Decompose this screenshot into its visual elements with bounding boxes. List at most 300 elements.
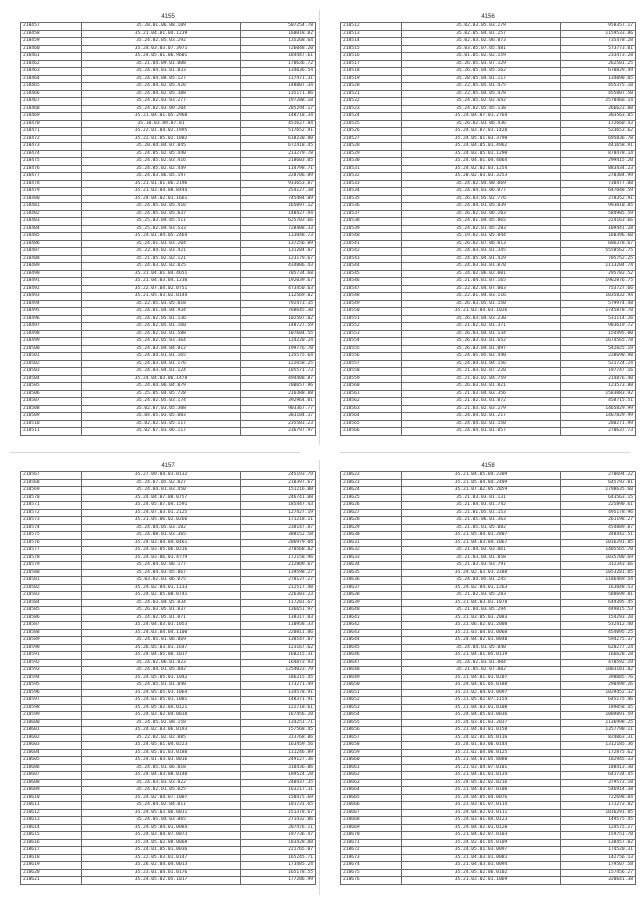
parcel-id-cell: 218553 xyxy=(341,330,402,338)
table-row xyxy=(21,278,316,286)
table-row xyxy=(341,75,636,83)
panel-title: 4156 xyxy=(481,14,495,20)
value-cell: 189058.45 xyxy=(561,704,636,712)
table-row xyxy=(341,38,636,46)
table-row xyxy=(21,300,316,308)
code-cell: 35.24.04.01.04.4064 xyxy=(401,158,560,166)
parcel-id-cell: 218497 xyxy=(21,323,82,331)
parcel-id-cell: 218669 xyxy=(341,824,402,832)
code-cell: 35.24.04.06.04.079 xyxy=(81,383,240,391)
code-cell: 35.24.02.05.08.0741 xyxy=(81,592,240,600)
parcel-id-cell: 218526 xyxy=(341,128,402,136)
parcel-id-cell: 218639 xyxy=(341,599,402,607)
parcel-id-cell: 218623 xyxy=(341,479,402,487)
parcel-id-cell: 218460 xyxy=(21,45,82,53)
table-row xyxy=(21,592,316,600)
code-cell: 35.21.03.03.01.131 xyxy=(401,494,560,502)
code-cell: 35.26.03.04.01.134 xyxy=(401,330,560,338)
table-row xyxy=(341,652,636,660)
code-cell: 35.21.03.04.01.858 xyxy=(401,554,560,562)
parcel-id-cell: 218547 xyxy=(341,285,402,293)
parcel-id-cell: 218492 xyxy=(21,285,82,293)
parcel-id-cell: 218462 xyxy=(21,60,82,68)
value-cell: 197208.18 xyxy=(241,98,316,106)
code-cell: 35.21.05.02.02.121 xyxy=(81,255,240,263)
value-cell: 1113204.74 xyxy=(561,263,636,271)
value-cell: 441658.91 xyxy=(561,143,636,151)
parcel-id-cell: 218572 xyxy=(21,509,82,517)
table-row xyxy=(341,742,636,750)
code-cell: 35.24.04.03.01.033 xyxy=(81,68,240,76)
code-cell: 35.22.05.03.05.018 xyxy=(81,300,240,308)
value-cell: 137256.09 xyxy=(241,240,316,248)
value-cell: 308152.58 xyxy=(241,532,316,540)
value-cell: 134036.54 xyxy=(241,68,316,76)
value-cell: 753727.66 xyxy=(561,285,636,293)
parcel-id-cell: 218504 xyxy=(21,375,82,383)
code-cell: 35.21.01.01.06.2196 xyxy=(81,180,240,188)
parcel-id-cell: 218570 xyxy=(21,494,82,502)
code-cell: 35.24.04.02.01.150 xyxy=(401,420,560,428)
parcel-id-cell: 218480 xyxy=(21,195,82,203)
code-cell: 35.24.04.01.05.039 xyxy=(401,203,560,211)
parcel-id-cell: 218541 xyxy=(341,240,402,248)
code-cell: 35.02.05.04.01.257 xyxy=(401,30,560,38)
parcel-id-cell: 218542 xyxy=(341,248,402,256)
parcel-id-cell: 218483 xyxy=(21,218,82,226)
value-cell: 792473.35 xyxy=(241,300,316,308)
table-row xyxy=(21,180,316,188)
value-cell: 730477.08 xyxy=(561,180,636,188)
parcel-id-cell: 218538 xyxy=(341,218,402,226)
parcel-id-cell: 218645 xyxy=(341,644,402,652)
code-cell: 35.21.04.01.04.1239 xyxy=(81,30,240,38)
parcel-id-cell: 218474 xyxy=(21,150,82,158)
value-cell: 171218.11 xyxy=(241,517,316,525)
table-row xyxy=(21,764,316,772)
value-cell: 594275.37 xyxy=(561,637,636,645)
table-row xyxy=(341,143,636,151)
table-row xyxy=(341,659,636,667)
value-cell: 123573.80 xyxy=(561,383,636,391)
code-cell: 35.24.03.03.07.3971 xyxy=(81,45,240,53)
code-cell: 35.21.05.06.01.363 xyxy=(401,517,560,525)
value-cell: 531114.26 xyxy=(561,315,636,323)
value-cell: 157568.45 xyxy=(241,727,316,735)
parcel-id-cell: 218514 xyxy=(341,38,402,46)
code-cell: 35.21.05.04.04.2409 xyxy=(401,479,560,487)
table-row xyxy=(341,479,636,487)
value-cell: 1465829.99 xyxy=(561,405,636,413)
value-cell: 1467829.99 xyxy=(561,413,636,421)
parcel-id-cell: 218501 xyxy=(21,353,82,361)
table-row xyxy=(341,368,636,376)
value-cell: 123167.62 xyxy=(241,644,316,652)
code-cell: 35.24.04.02.01.0111 xyxy=(401,809,560,817)
code-cell: 35.21.04.03.01.0158 xyxy=(401,727,560,735)
code-cell: 35.24.05.03.05.037 xyxy=(81,210,240,218)
code-cell: 35.22.07.04.02.0751 xyxy=(81,285,240,293)
value-cell: 455807.50 xyxy=(561,90,636,98)
parcel-id-cell: 218626 xyxy=(341,502,402,510)
value-cell: 154293.20 xyxy=(561,614,636,622)
code-cell: 35.24.05.01.06.069 xyxy=(81,637,240,645)
code-cell: 35.21.03.04.01.0068 xyxy=(401,629,560,637)
parcel-id-cell: 218620 xyxy=(21,869,82,877)
code-cell: 35.24.04.01.05.040 xyxy=(401,644,560,652)
parcel-id-cell: 218457 xyxy=(21,23,82,31)
code-cell: 35.22.01.04.03.116 xyxy=(401,293,560,301)
value-cell: 398085.76 xyxy=(561,674,636,682)
parcel-id-cell: 218511 xyxy=(21,428,82,436)
value-cell: 240437.35 xyxy=(241,779,316,787)
table-row xyxy=(341,607,636,615)
value-cell: 735478.28 xyxy=(561,38,636,46)
table-row xyxy=(341,734,636,742)
table-row xyxy=(341,599,636,607)
parcel-id-cell: 218493 xyxy=(21,293,82,301)
table-row xyxy=(21,308,316,316)
code-cell: 35.24.05.01.01.040 xyxy=(81,682,240,690)
table-row xyxy=(21,398,316,406)
table-row xyxy=(341,218,636,226)
parcel-id-cell: 218615 xyxy=(21,832,82,840)
table-row xyxy=(21,719,316,727)
value-cell: 233473.28 xyxy=(561,53,636,61)
parcel-id-cell: 218530 xyxy=(341,158,402,166)
parcel-id-cell: 218658 xyxy=(341,742,402,750)
value-cell: 370568.82 xyxy=(241,547,316,555)
parcel-id-cell: 218529 xyxy=(341,150,402,158)
table-row xyxy=(21,420,316,428)
value-cell: 117471.31 xyxy=(241,75,316,83)
table-row xyxy=(21,128,316,136)
value-cell: 249127.36 xyxy=(241,757,316,765)
value-cell: 189524.28 xyxy=(241,772,316,780)
value-cell: 183428.08 xyxy=(241,839,316,847)
parcel-id-cell: 218545 xyxy=(341,270,402,278)
value-cell: 157456.27 xyxy=(561,869,636,877)
table-row xyxy=(21,622,316,630)
code-cell: 35.21.04.03.01.0094 xyxy=(401,862,560,870)
table-row xyxy=(21,547,316,555)
parcel-id-cell: 218539 xyxy=(341,225,402,233)
value-cell: 138457.82 xyxy=(561,839,636,847)
table-row xyxy=(21,772,316,780)
value-cell: 542825.19 xyxy=(561,345,636,353)
code-cell: 35.21.05.06.02.0266 xyxy=(81,517,240,525)
code-cell: 35.21.03.03.03.791 xyxy=(401,562,560,570)
value-cell: 212517.48 xyxy=(241,584,316,592)
value-cell: 135268.64 xyxy=(241,38,316,46)
table-row xyxy=(341,120,636,128)
value-cell: 228690.98 xyxy=(561,353,636,361)
table-row xyxy=(21,203,316,211)
value-cell: 199776.70 xyxy=(241,345,316,353)
parcel-id-cell: 218544 xyxy=(341,263,402,271)
code-cell: 35.21.02.02.01.371 xyxy=(401,323,560,331)
table-row xyxy=(21,345,316,353)
parcel-id-cell: 218484 xyxy=(21,225,82,233)
code-cell: 35.24.04.05.06.1017 xyxy=(81,652,240,660)
parcel-id-cell: 218653 xyxy=(341,704,402,712)
table-row xyxy=(21,405,316,413)
code-cell: 35.02.07.03.06.117 xyxy=(81,428,240,436)
code-cell: 35.24.05.05.02.440 xyxy=(401,353,560,361)
table-row xyxy=(341,472,636,480)
table-row xyxy=(341,704,636,712)
code-cell: 35.04.05.03.05.003 xyxy=(81,413,240,421)
parcel-id-cell: 218670 xyxy=(341,832,402,840)
code-cell: 35.21.05.02.07.002 xyxy=(401,667,560,675)
value-cell: 1016291.85 xyxy=(561,809,636,817)
value-cell: 160018.02 xyxy=(241,30,316,38)
value-cell: 218603.05 xyxy=(241,158,316,166)
value-cell: 290499.26 xyxy=(561,682,636,690)
table-row xyxy=(21,847,316,855)
parcel-id-cell: 218641 xyxy=(341,614,402,622)
parcel-id-cell: 218525 xyxy=(341,120,402,128)
table-row xyxy=(341,23,636,31)
parcel-id-cell: 218523 xyxy=(341,105,402,113)
value-cell: 134578.91 xyxy=(241,689,316,697)
parcel-id-cell: 218516 xyxy=(341,53,402,61)
column-divider-bottom xyxy=(319,460,320,895)
code-cell: 35.21.06.02.01.2008 xyxy=(401,622,560,630)
parcel-id-cell: 218628 xyxy=(341,517,402,525)
code-cell: 35.24.04.03.06.077 xyxy=(401,188,560,196)
table-row xyxy=(21,697,316,705)
value-cell: 705752.25 xyxy=(561,255,636,263)
value-cell: 625703.66 xyxy=(241,218,316,226)
value-cell: 185447.43 xyxy=(241,502,316,510)
table-row xyxy=(21,689,316,697)
table-row xyxy=(21,832,316,840)
table-panel-bottom-right xyxy=(340,462,636,885)
parcel-id-cell: 218648 xyxy=(341,667,402,675)
table-row xyxy=(341,787,636,795)
table-row xyxy=(21,75,316,83)
value-cell: 606378.67 xyxy=(561,240,636,248)
table-row xyxy=(341,105,636,113)
table-row xyxy=(21,817,316,825)
code-cell: 35.21.04.03.01.0081 xyxy=(401,854,560,862)
parcel-id-cell: 218579 xyxy=(21,562,82,570)
code-cell: 35.24.02.06.01.023 xyxy=(81,659,240,667)
table-row xyxy=(21,375,316,383)
table-row xyxy=(21,225,316,233)
value-cell: 449815.53 xyxy=(561,607,636,615)
code-cell: 35.21.04.02.07.0103 xyxy=(401,832,560,840)
code-cell: 35.24.08.01.03.365 xyxy=(81,532,240,540)
value-cell: 123179.67 xyxy=(241,255,316,263)
value-cell: 451627.84 xyxy=(241,120,316,128)
value-cell: 434806.43 xyxy=(241,263,316,271)
code-cell: 35.24.02.03.01.588 xyxy=(81,330,240,338)
value-cell: 160396.60 xyxy=(561,233,636,241)
table-row xyxy=(341,682,636,690)
parcel-id-cell: 218665 xyxy=(341,794,402,802)
table-row xyxy=(341,150,636,158)
value-cell: 135171.86 xyxy=(241,90,316,98)
code-cell: 35.21.04.03.07.0100 xyxy=(401,787,560,795)
table-row xyxy=(341,712,636,720)
parcel-id-cell: 218627 xyxy=(341,509,402,517)
table-row xyxy=(21,877,316,885)
parcel-id-cell: 218461 xyxy=(21,53,82,61)
table-row xyxy=(341,524,636,532)
parcel-id-cell: 218496 xyxy=(21,315,82,323)
table-row xyxy=(341,30,636,38)
parcel-id-cell: 218652 xyxy=(341,697,402,705)
table-row xyxy=(21,143,316,151)
value-cell: 1186469.54 xyxy=(561,577,636,585)
value-cell: 163217.31 xyxy=(241,787,316,795)
code-cell: 35.24.04.05.04.0076 xyxy=(401,794,560,802)
table-row xyxy=(21,569,316,577)
value-cell: 235503.23 xyxy=(241,420,316,428)
table-row xyxy=(341,413,636,421)
table-panel-top-left xyxy=(20,13,316,436)
value-cell: 270637.73 xyxy=(561,428,636,436)
value-cell: 645175.46 xyxy=(561,697,636,705)
parcel-id-cell: 218625 xyxy=(341,494,402,502)
parcel-id-cell: 218590 xyxy=(21,644,82,652)
value-cell: 170636.72 xyxy=(241,60,316,68)
parcel-id-cell: 218507 xyxy=(21,398,82,406)
value-cell: 1674565.78 xyxy=(561,338,636,346)
table-row xyxy=(21,802,316,810)
parcel-id-cell: 218640 xyxy=(341,607,402,615)
table-row xyxy=(341,405,636,413)
table-row xyxy=(341,839,636,847)
value-cell: 1962876.75 xyxy=(561,278,636,286)
code-cell: 35.24.04.05.01.4962 xyxy=(401,143,560,151)
parcel-id-cell: 218466 xyxy=(21,90,82,98)
parcel-id-cell: 218513 xyxy=(341,30,402,38)
code-cell: 35.24.04.02.06.177 xyxy=(81,562,240,570)
table-row xyxy=(341,270,636,278)
code-cell: 35.24.05.01.03.0097 xyxy=(401,847,560,855)
code-cell: 35.22.01.04.02.1995 xyxy=(81,128,240,136)
table-row xyxy=(341,53,636,61)
table-row xyxy=(21,742,316,750)
parcel-id-cell: 218659 xyxy=(341,749,402,757)
code-cell: 35.24.01.04.04.934 xyxy=(81,308,240,316)
table-row xyxy=(341,398,636,406)
value-cell: 109441.28 xyxy=(561,225,636,233)
code-cell: 35.21.04.03.01.742 xyxy=(401,502,560,510)
parcel-id-cell: 218663 xyxy=(341,779,402,787)
table-row xyxy=(341,809,636,817)
code-cell: 35.24.02.03.09.204 xyxy=(81,105,240,113)
value-cell: 320641.38 xyxy=(561,877,636,885)
table-row xyxy=(341,697,636,705)
parcel-id-cell: 218536 xyxy=(341,203,402,211)
table-row xyxy=(21,98,316,106)
table-row xyxy=(341,877,636,885)
parcel-id-cell: 218467 xyxy=(21,98,82,106)
value-cell: 165097.12 xyxy=(241,203,316,211)
table-row xyxy=(341,494,636,502)
value-cell: 454889.87 xyxy=(561,524,636,532)
value-cell: 670829.49 xyxy=(561,68,636,76)
code-cell: 35.21.04.03.05.294 xyxy=(401,607,560,615)
value-cell: 1357790.11 xyxy=(561,727,636,735)
panel-title: 4157 xyxy=(161,463,175,469)
table-row xyxy=(341,847,636,855)
code-cell: 35.21.02.04.01.0097 xyxy=(401,689,560,697)
table-row xyxy=(341,817,636,825)
code-cell: 35.24.02.03.01.3388 xyxy=(401,569,560,577)
parcel-id-cell: 218575 xyxy=(21,532,82,540)
value-cell: 166628.28 xyxy=(561,652,636,660)
parcel-id-cell: 218664 xyxy=(341,787,402,795)
table-row xyxy=(341,240,636,248)
code-cell: 35.20.01.06.08.109 xyxy=(81,23,240,31)
parcel-id-cell: 218632 xyxy=(341,547,402,555)
parcel-id-cell: 218551 xyxy=(341,315,402,323)
code-cell: 35.24.04.02.05.308 xyxy=(81,90,240,98)
value-cell: 824063.31 xyxy=(561,734,636,742)
code-cell: 35.24.05.02.04.0121 xyxy=(81,704,240,712)
value-cell: 182945.33 xyxy=(561,757,636,765)
parcel-id-cell: 218578 xyxy=(21,554,82,562)
value-cell: 470592.29 xyxy=(561,659,636,667)
value-cell: 192039.67 xyxy=(241,278,316,286)
value-cell: 140427.94 xyxy=(241,210,316,218)
table-row xyxy=(21,614,316,622)
code-cell: 35.24.03.07.01.1428 xyxy=(401,128,560,136)
parcel-id-cell: 218494 xyxy=(21,300,82,308)
code-cell: 35.24.05.02.06.0102 xyxy=(401,869,560,877)
table-row xyxy=(341,764,636,772)
parcel-id-cell: 218499 xyxy=(21,338,82,346)
table-row xyxy=(341,383,636,391)
parcel-id-cell: 218596 xyxy=(21,689,82,697)
table-row xyxy=(341,862,636,870)
parcel-id-cell: 218612 xyxy=(21,809,82,817)
code-cell: 35.23.01.04.01.0176 xyxy=(81,869,240,877)
parcel-id-cell: 218593 xyxy=(21,667,82,675)
code-cell: 35.24.02.01.05.025 xyxy=(81,787,240,795)
table-row xyxy=(341,869,636,877)
value-cell: 768645.30 xyxy=(241,308,316,316)
code-cell: 35.26.03.04.01.097 xyxy=(401,345,560,353)
parcel-id-cell: 218631 xyxy=(341,539,402,547)
table-row xyxy=(341,577,636,585)
code-cell: 35.24.04.02.01.217 xyxy=(401,413,560,421)
value-cell: 588699.81 xyxy=(561,592,636,600)
code-cell: 35.21.03.04.03.356 xyxy=(401,390,560,398)
parcel-id-cell: 218554 xyxy=(341,338,402,346)
code-cell: 35.21.05.04.01.2807 xyxy=(401,532,560,540)
parcel-id-cell: 218672 xyxy=(341,847,402,855)
parcel-id-cell: 218509 xyxy=(21,413,82,421)
value-cell: 214876.40 xyxy=(561,375,636,383)
value-cell: 117281.67 xyxy=(241,599,316,607)
table-row xyxy=(21,644,316,652)
parcel-id-cell: 218566 xyxy=(341,428,402,436)
value-cell: 154495.00 xyxy=(561,330,636,338)
value-cell: 546914.38 xyxy=(561,787,636,795)
table-row xyxy=(341,90,636,98)
code-cell: 35.21.03.02.07.220 xyxy=(401,368,560,376)
value-cell: 271432.86 xyxy=(241,817,316,825)
value-cell: 172875.62 xyxy=(561,749,636,757)
parcel-id-cell: 218671 xyxy=(341,839,402,847)
table-row xyxy=(341,195,636,203)
